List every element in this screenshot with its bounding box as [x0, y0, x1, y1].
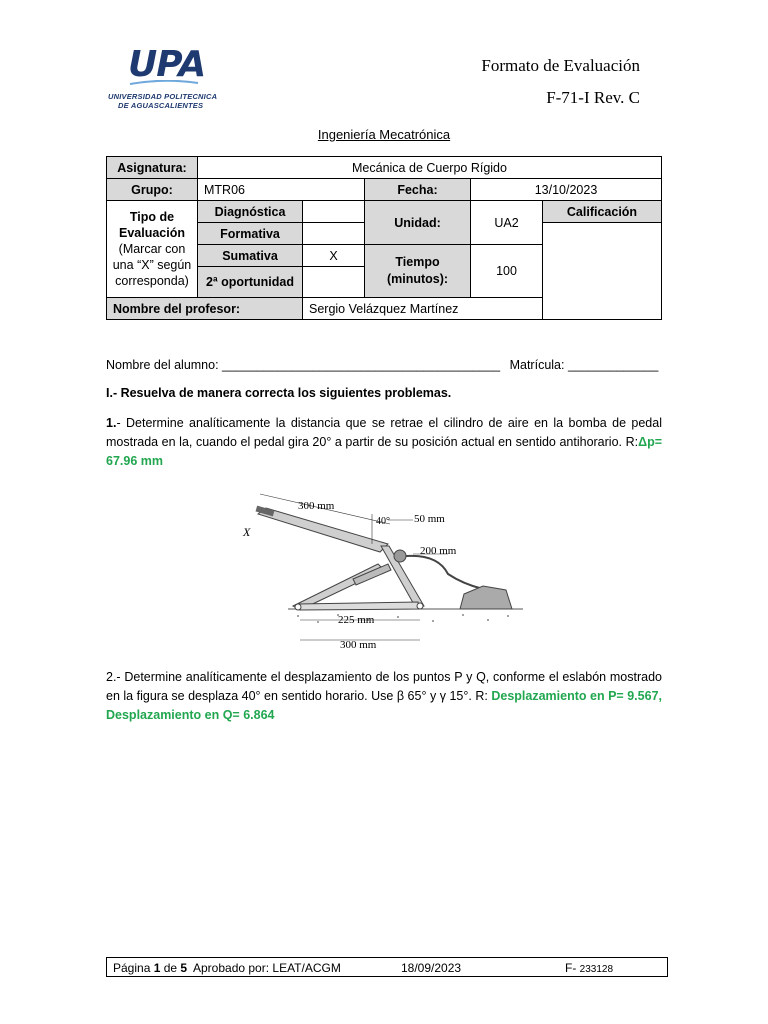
- unidad-label: Unidad:: [365, 201, 471, 245]
- dim-225-label: 225 mm: [338, 614, 375, 626]
- segunda-oportunidad-mark[interactable]: [303, 267, 365, 298]
- dim-bottom-label: 300 mm: [340, 639, 377, 651]
- university-name-line2: DE AGUASCALIENTES: [118, 101, 204, 110]
- problem-2: [106, 668, 662, 725]
- diagnostica-label: Diagnóstica: [198, 201, 303, 223]
- fecha-value: 13/10/2023: [471, 179, 662, 201]
- problem-1-number: 1.: [106, 416, 117, 430]
- problem-2-text: 2.- Determine analíticamente el desplazamiento de los puntos P y Q, conforme el eslabón mostrado en la figura se desplaza 40° en sentido horario. Use β 65° y γ 15°. R:: [106, 670, 662, 703]
- formativa-mark[interactable]: [303, 223, 365, 245]
- segunda-oportunidad-label: 2ª oportunidad: [198, 267, 303, 298]
- page-footer: [106, 957, 668, 977]
- ground-hatching: [297, 614, 509, 623]
- formativa-label: Formativa: [198, 223, 303, 245]
- asignatura-value: Mecánica de Cuerpo Rígido: [198, 157, 662, 179]
- section-title: I.- Resuelva de manera correcta los siguientes problemas.: [106, 386, 452, 400]
- fecha-label: Fecha:: [365, 179, 471, 201]
- pedal-arm: [258, 508, 388, 552]
- dim-top-label: 300 mm: [298, 500, 335, 512]
- grupo-label: Grupo:: [107, 179, 198, 201]
- problem-1: [106, 414, 662, 471]
- base-pin: [295, 604, 301, 610]
- university-name-line1: UNIVERSIDAD POLITECNICA: [108, 92, 218, 101]
- problem-1-text: - Determine analíticamente la distancia que se retrae el cilindro de aire en la bomba de pedal mostrada en la, cuando el pedal gira 20° a partir de su posición actual en sentido antihorario. R:: [106, 416, 662, 449]
- calificacion-label: Calificación: [543, 201, 662, 223]
- matricula-label: Matrícula: _____________: [509, 358, 659, 372]
- student-name-line: [106, 358, 658, 372]
- point-x-label: X: [243, 525, 251, 539]
- problem-1-answer: Δp= 67.96 mm: [106, 435, 662, 468]
- profesor-label: Nombre del profesor:: [107, 298, 303, 320]
- footer-code: F- 233128: [565, 961, 614, 975]
- footer-date: 18/09/2023: [401, 961, 462, 975]
- diagnostica-mark[interactable]: [303, 201, 365, 223]
- grupo-value: MTR06: [198, 179, 365, 201]
- approved-by: Aprobado por: LEAT/ACGM: [193, 961, 341, 975]
- evaluation-info-table: [106, 156, 662, 320]
- tiempo-label: Tiempo (minutos):: [365, 245, 471, 298]
- tiempo-value: 100: [471, 245, 543, 298]
- sumativa-mark[interactable]: X: [303, 245, 365, 267]
- career-title: Ingeniería Mecatrónica: [317, 127, 451, 142]
- asignatura-label: Asignatura:: [107, 157, 198, 179]
- page-indicator: Página 1 de 5: [113, 961, 188, 975]
- pivot-ball: [394, 550, 406, 562]
- calificacion-value[interactable]: [543, 223, 662, 320]
- air-hose: [406, 556, 483, 589]
- dim-200-label: 200 mm: [420, 545, 457, 557]
- pedal-pump-figure: [238, 484, 528, 654]
- floor-link: [298, 602, 420, 610]
- format-code: F-71-I Rev. C: [546, 88, 640, 107]
- university-logo: UPA: [128, 44, 206, 85]
- profesor-value: Sergio Velázquez Martínez: [303, 298, 543, 320]
- angle-label: 40°: [376, 516, 390, 527]
- rock: [460, 586, 512, 609]
- pivot-pin: [417, 603, 423, 609]
- dim-50-label: 50 mm: [414, 513, 445, 525]
- tipo-evaluacion-note: (Marcar con una “X” según corresponda): [112, 242, 192, 288]
- unidad-value: UA2: [471, 201, 543, 245]
- student-name-label: Nombre del alumno: ________________________________________: [106, 358, 501, 372]
- format-title: Formato de Evaluación: [481, 56, 640, 75]
- tipo-evaluacion-cell: [107, 201, 198, 298]
- tipo-evaluacion-label: Tipo de Evaluación: [119, 210, 185, 240]
- logo-swoosh: [128, 80, 200, 86]
- sumativa-label: Sumativa: [198, 245, 303, 267]
- problem-2-answer: Desplazamiento en P= 9.567, Desplazamiento en Q= 6.864: [106, 689, 662, 722]
